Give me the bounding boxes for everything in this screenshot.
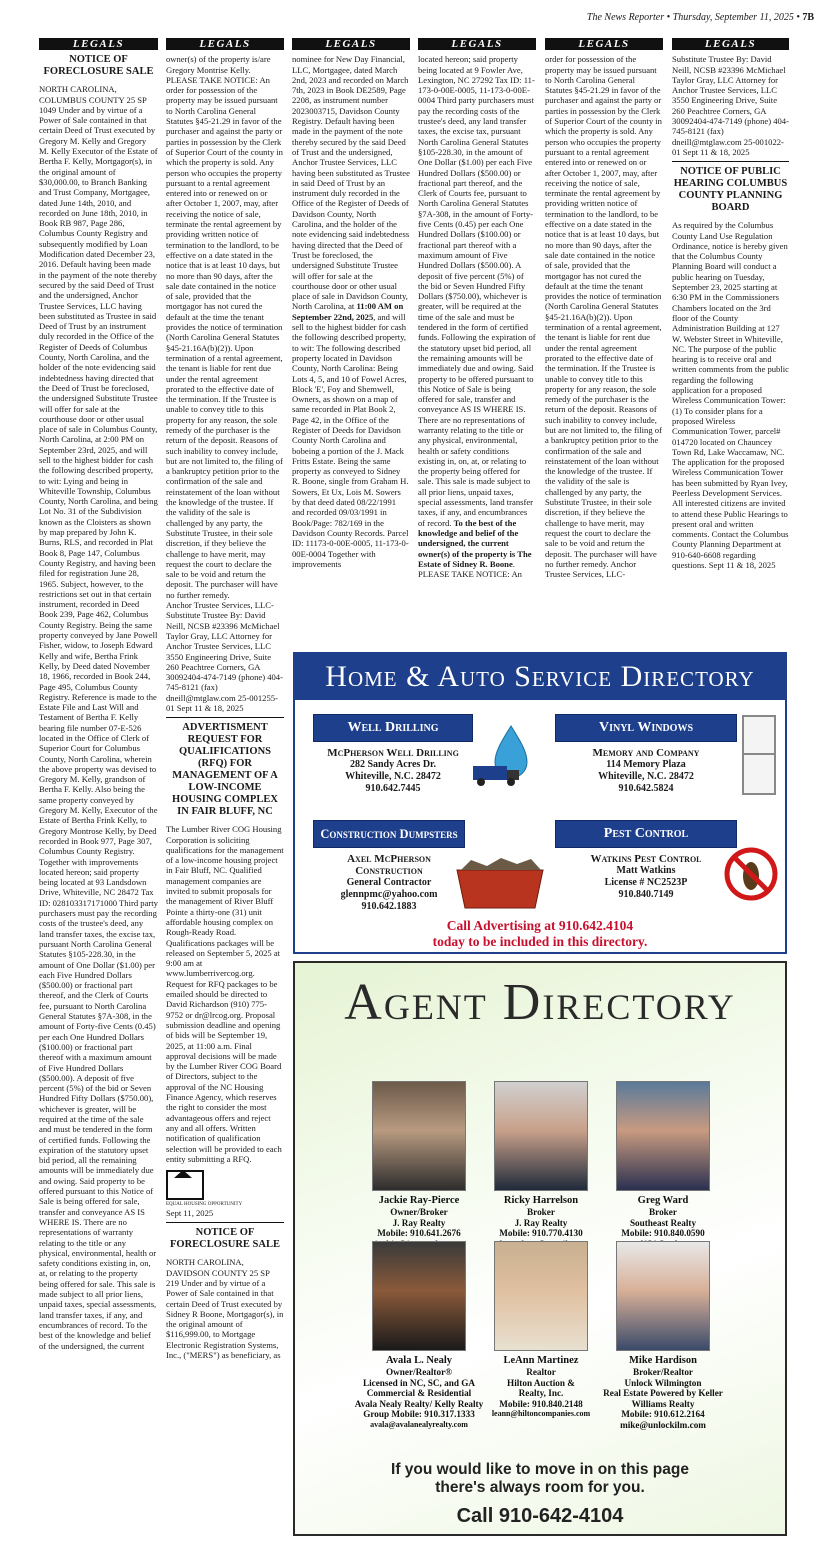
no-bugs-icon: [723, 846, 779, 902]
service-line: 282 Sandy Acres Dr.: [349, 759, 437, 770]
agent-company: Unlock Wilmington: [624, 1377, 702, 1388]
agent-role: Broker: [527, 1207, 555, 1217]
service-category: Well Drilling: [313, 714, 473, 742]
agent-card: [349, 1241, 489, 1431]
hearing-body: As required by the Columbus County Land Use Regulation Ordinance, notice is hereby given that the Columbus County Planning Board will conduct a public hearing on Tuesday, September 23, 2025 starting at 6:30 PM in the Commissioners Chambers located on the 3rd floor of the County Administration Building at 127 W. Webster Street in Whiteville, NC. The purpose of the public hearing is to receive oral and written comments from the public regarding the following application for a proposed Wireless Communication Tower: (1) To consider plans for a proposed Wireless Communication Tower, parcel# 014720 located on Chauncey Town Rd, Lake Waccamaw, NC. The application for the proposed Wireless Communication Tower has been submitted by Ryan Ivey, Peerless Development Services. All interested citizens are invited to attend these Public Hearings to present oral and written comments. Contact the Columbus County Planning Department at 910-640-6608 regarding questions. Sept 11 & 18, 2025: [672, 220, 789, 571]
legals-column-4: [418, 38, 536, 646]
agent-name: Avala L. Nealy: [385, 1355, 452, 1366]
agent-company: Southeast Realty: [629, 1217, 697, 1228]
legals-header: LEGALS: [672, 38, 789, 50]
agent-directory-phone: Call 910-642-4104: [456, 1505, 624, 1527]
agent-mobile: Mobile: 910.770.4130: [499, 1228, 583, 1239]
legals-column-6: [672, 38, 789, 646]
agent-photo: [616, 1081, 710, 1191]
service-category: Vinyl Windows: [555, 714, 737, 742]
agent-company-2: Realty, Inc.: [518, 1388, 564, 1399]
notice-body: NORTH CAROLINA, DAVIDSON COUNTY 25 SP 219 Under and by virtue of a Power of Sale contained in that certain Deed of Trust executed by Sidney R Boone, Mortgagor(s), in the original amount of $116,999.00, to Mortgage Electronic Registration Systems, Inc., ("MERS") as beneficiary, as: [166, 1257, 284, 1361]
agent-card: [471, 1241, 611, 1420]
directory-title: Home & Auto Service Directory: [295, 654, 785, 700]
notice-title: NOTICE OF FORECLOSURE SALE: [170, 1227, 280, 1251]
notice-body: nominee for New Day Financial, LLC, Mortgagee, dated March 2nd, 2023 and recorded on March 7th, 2023 in Book DE2589, Page 2208, as instrument number 2023003715, Davidson County Registry. Default having been made in the payment of the note thereby secured by the said Deed of Trust and the undersigned, Anchor Trustee Services, LLC having been substituted as Trustee in said Deed of Trust by an instrument duly recorded in the Office of the Register of Deeds of Davidson County, North Carolina, and the holder of the note evidencing said indebtedness having directed that the Deed of Trust be foreclosed, the undersigned Substitute Trustee will offer for sale at the courthouse door or other usual place of sale in Davidson County, North Carolina, at 11:00 AM on September 22nd, 2025, and will sell to the highest bidder for cash the following described property, to wit: The following described property located in Davidson County, North Carolina: Being Lots 4, 5, and 10 of Fowel Acres, Block 'E', Foy and Shemwell, Owners, as shown on a map of same recorded in Plat Book 2, Page 42, in the Office of the Register of Deeds for Davidson County North Carolina and bobeing a portion of the J. Mack Fritts Estate. Being the same property as conveyed to Sidney R. Boone, single from Graham H. Sowers, Et Ux, Lois M. Sowers by that deed dated 08/22/1991 and recorded 09/03/1991 in Book/Page: 782/169 in the Davidson County Records. Parcel ID: 11173-0-00E-0005, 11-173-0-00E-0004 Together with improvements: [292, 54, 410, 569]
rfq-body: The Lumber River COG Housing Corporation is soliciting qualifications for the management of a low-income housing project in Fair Bluff, NC. Qualified management companies are invited to submit proposals for the management of River Bluff Pointe a thirty-one (31) unit affordable housing complex on Rough-Ready Road. Qualifications packages will be released on September 5, 2025 at 9:00 am at www.lumberrivercog.org. Request for RFQ packages to be emailed should be directed to David Richardson (910) 775-9752 or dr@lrcog.org. Proposal submission deadline and opening of bids will be September 19, 2025, at 11:00 a.m. Final approval decisions will be made by the Lumber River COG Board of Directors, subject to the approval of the NC Housing Finance Agency, which reserves the right to consider the most advantageous offers and reject any and all offers. Written notification of qualification selection will be provided to each entity submitting a RFQ.: [166, 824, 284, 1164]
service-line: Whiteville, N.C. 28472: [598, 771, 694, 782]
notice-title: NOTICE OF FORECLOSURE SALE: [43, 54, 154, 78]
home-auto-directory: [293, 652, 787, 954]
agent-mobile: Mobile: 910.840.0590: [621, 1228, 705, 1239]
legals-header: LEGALS: [545, 38, 663, 50]
service-phone: 910.840.7149: [618, 889, 674, 900]
agent-directory-title: Agent Directory: [344, 974, 736, 1031]
agent-role: Realtor: [526, 1367, 556, 1377]
publication-name: The News Reporter: [586, 12, 665, 23]
agent-role: Broker: [649, 1207, 677, 1217]
service-name: McPherson Well Drilling: [327, 747, 459, 759]
divider: [166, 717, 284, 718]
service-construction-dumpsters: [313, 820, 465, 913]
agent-card: [471, 1081, 611, 1249]
issue-date: • Thursday, September 11, 2025 •: [664, 12, 803, 23]
agent-card: [593, 1081, 733, 1249]
agent-mobile: Avala Nealy Realty/ Kelly Realty Group Mobile: 910.317.1333: [354, 1398, 484, 1420]
legals-header: LEGALS: [166, 38, 284, 50]
service-phone: 910.642.7445: [365, 783, 421, 794]
agent-photo: [616, 1241, 710, 1351]
agent-email: leann@hiltoncompanies.com: [491, 1409, 591, 1419]
agent-card: [349, 1081, 489, 1249]
call-advertising: Call Advertising at 910.642.4104 today to be included in this directory.: [432, 918, 648, 949]
agent-name: Jackie Ray-Pierce: [378, 1195, 460, 1206]
service-phone: 910.642.5824: [618, 783, 674, 794]
window-icon: [741, 714, 777, 796]
agent-directory-invite: If you would like to move in on this page there's always room for you.: [391, 1461, 689, 1496]
service-name: Memory and Company: [592, 747, 700, 759]
equal-housing-label: EQUAL HOUSING OPPORTUNITY: [166, 1202, 243, 1208]
rfq-date: Sept 11, 2025: [166, 1208, 214, 1219]
service-well-drilling: [313, 714, 473, 795]
page-number: 7B: [802, 12, 814, 23]
service-line: License # NC2523P: [604, 877, 688, 888]
trustee-signature: Substitute Trustee By: David Neill, NCSB #23396 McMichael Taylor Gray, LLC Attorney for Anchor Trustee Services, LLC 3550 Engineering Drive, Suite 260 Peachtree Corners, GA 30092404-474-7149 (phone) 404-745-8121 (fax) dneill@mtglaw.com 25-001022-01 Sept 11 & 18, 2025: [672, 54, 789, 157]
agent-role: Owner/Realtor®: [385, 1367, 453, 1377]
agent-company: Hilton Auction &: [507, 1377, 575, 1388]
service-line: Matt Watkins: [616, 865, 676, 876]
agent-mobile: Mobile: 910.612.2164: [621, 1409, 705, 1420]
notice-body: located hereon; said property being located at 9 Fowler Ave, Lexington, NC 27292 Tax ID: 11-173-0-00E-0005, 11-173-0-00E-0004 Third party purchasers must pay the recording costs of the trustee's deed, any land transfer taxes, the excise tax, pursuant North Carolina General Statutes §105-228.30, in the amount of One Dollar ($1.00) per each Five Hundred Dollars ($500.00) or fractional part thereof, and the Clerk of Courts fee, pursuant to North Carolina General Statutes §7A-308, in the amount of Forty-five Cents (0.45) per each One Hundred Dollars ($100.00) or fractional part thereof with a maximum amount of Five Hundred Dollars ($500.00). A deposit of five percent (5%) of the bid or Seven Hundred Fifty Dollars ($750.00), whichever is greater, will be required at the time of the sale and must be tendered in the form of certified funds. Following the expiration of the statutory upset bid period, all the remaining amounts will be immediately due and owing. Said property to be offered pursuant to this Notice of Sale is being offered for sale, transfer and conveyance AS IS WHERE IS. There are no representations of warranty relating to the title or any physical, environmental, health or safety conditions existing in, on, at, or relating to the property being offered for sale. This sale is made subject to all prior liens, unpaid taxes, special assessments, land transfer taxes, if any, and encumbrances of record. To the best of the knowledge and belief of the undersigned, the current owner(s) of the property is The Estate of Sidney R. Boone. PLEASE TAKE NOTICE: An: [418, 54, 536, 580]
service-line: Whiteville, N.C. 28472: [345, 771, 441, 782]
service-pest-control: [555, 820, 737, 901]
agent-photo: [494, 1241, 588, 1351]
agent-directory: [293, 961, 787, 1536]
service-vinyl-windows: [555, 714, 737, 795]
legals-header: LEGALS: [39, 38, 158, 50]
notice-body: owner(s) of the property is/are Gregory Montrise Kelly. PLEASE TAKE NOTICE: An order for possession of the property may be issued pursuant to North Carolina General Statutes §45-21.29 in favor of the purchaser and against the party or parties in possession by the Clerk of Superior Court of the county in which the property is sold. Any person who occupies the property pursuant to a rental agreement entered into or renewed on or after October 1, 2007, may, after receiving the notice of sale, terminate the rental agreement by providing written notice of termination to the landlord, to be effective on a date stated in the notice that is at least 10 days, but no more than 90 days, after the sale date contained in the notice of sale, provided that the mortgagor has not cured the default at the time the tenant provides the notice of termination (North Carolina General Statutes §45-21.16A(b)(2)). Upon termination of a rental agreement, the tenant is liable for rent due under the rental agreement prorated to the effective date of the termination. If the Trustee is unable to convey title to this property for any reason, the sole remedy of the purchaser is the return of the deposit. Reasons of such inability to convey include, but are not limited to, the filing of a bankruptcy petition prior to the confirmation of the sale and reinstatement of the loan without the knowledge of the trustee. If the validity of the sale is challenged by any party, the Substitute Trustee, in their sole discretion, if they believe the challenge to have merit, may request the court to declare the sale to be void and return the deposit. The purchaser will have no further remedy.: [166, 54, 283, 600]
agent-photo: [372, 1241, 466, 1351]
rfq-title: ADVERTISMENT REQUEST FOR QUALIFICATIONS (RFQ) FOR MANAGEMENT OF A LOW-INCOME HOUSING COMPLEX IN FAIR BLUFF, NC: [172, 722, 278, 818]
agent-mobile: Mobile: 910.840.2148: [499, 1398, 583, 1409]
service-category: Construction Dumpsters: [313, 820, 465, 848]
legals-column-5: [545, 38, 663, 646]
legals-column-1: [39, 38, 158, 1558]
agent-specialty: Commercial & Residential: [366, 1388, 472, 1399]
well-drilling-truck-icon: [471, 722, 541, 792]
agent-name: Ricky Harrelson: [503, 1195, 579, 1206]
legals-column-2: [166, 38, 284, 1558]
agent-role: Broker/Realtor: [632, 1367, 694, 1377]
agent-name: Mike Hardison: [629, 1355, 697, 1366]
service-name: Watkins Pest Control: [590, 853, 702, 865]
legals-column-3: [292, 38, 410, 646]
agent-role: Owner/Broker: [390, 1207, 448, 1217]
agent-email: avala@avalanealyrealty.com: [370, 1419, 468, 1429]
agent-name: LeAnn Martinez: [503, 1355, 579, 1366]
divider: [672, 161, 789, 162]
service-name: Axel McPherson Construction: [347, 853, 431, 877]
hearing-title: NOTICE OF PUBLIC HEARING COLUMBUS COUNTY PLANNING BOARD: [673, 166, 788, 214]
agent-card: [593, 1241, 733, 1431]
agent-mobile: Mobile: 910.641.2676: [377, 1228, 461, 1239]
notice-body: NORTH CAROLINA, COLUMBUS COUNTY 25 SP 1049 Under and by virtue of a Power of Sale contained in that certain Deed of Trust executed by Gregory M. Kelly and Gregory M. Kelly Executor of the Estate of Bertha F. Kelly, Mortgagor(s), in the original amount of $30,000.00, to Branch Banking and Trust Company, Mortgagee, dated June 14th, 2010, and recorded on June 18th, 2010, in Book RB 987, Page 286, Columbus County Registry and subsequently modified by Loan Modification dated December 23, 2016. Default having been made in the payment of the note thereby secured by the said Deed of Trust and the undersigned, Anchor Trustee Services, LLC having been substituted as Trustee in said Deed of Trust by an instrument duly recorded in the Office of the Register of Deeds of Columbus County, North Carolina, and the holder of the note evidencing said indebtedness having directed that the Deed of Trust be foreclosed, the undersigned Substitute Trustee will offer for sale at the courthouse door or other usual place of sale in Columbus County, North Carolina, at 2:00 PM on September 23rd, 2025, and will sell to the highest bidder for cash the following described property, to wit: Lying and being in Whiteville Township, Columbus County, North Carolina, and being Lot No. 31 of the Subdivision known as the Cloisters as shown by map prepared by John K. Burns, RLS, and recorded in Plat Book 8, Page 147, Columbus County Registry, and having been filed for registration June 28, 1965. Subject, however, to the restrictions set out in that certain instrument, recorded in Deed Book 239, Page 462, Columbus County Registry. Being the same property conveyed by Jane Powell Fisher, widow, to Joseph Edward Kelly and wife, Bertha Frink Kelly, by Deed dated November 18, 1966, recorded in Book 244, Page 495, Columbus County Registry. Reference is made to the Estate File and Last Will and Testament of Bertha F. Kelly bearing file number 07-E-526 located in the Office of Clerk of Superior Court for Columbus County, North Carolina, wherein the above property was devised to Gregory M. Kelly, grandson of Bertha F. Kelly. Also being the same property conveyed by Gregory M. Kelly, Executor of the Estate of Bertha Frink Kelly, to Gregory Montrose Kelly, by Deed recorded in Book 977, Page 307, Columbus County Registry. Together with improvements located hereon; said property being located at 93 Landsdown Drive, Whiteville, NC 28472 Tax ID: 028103317171000 Third party purchasers must pay the recording costs of the trustee's deed, any land transfer taxes, the excise tax, pursuant North Carolina General Statutes §105-228.30, in the amount of One Dollar ($1.00) per each Five Hundred Dollars ($500.00) or fractional part thereof, and the Clerk of Courts fee, pursuant to North Carolina General Statutes §7A-308, in the amount of Forty-five Cents (0.45) per each One Hundred Dollars ($100.00) or fractional part thereof with a maximum amount of Five Hundred Dollars ($500.00). A deposit of five percent (5%) of the bid or Seven Hundred Fifty Dollars ($750.00), whichever is greater, will be required at the time of the sale and must be tendered in the form of certified funds. Following the expiration of the statutory upset bid period, all the remaining amounts will be immediately due and owing. Said property to be offered pursuant to this Notice of Sale is being offered for sale, transfer and conveyance AS IS WHERE IS. There are no representations of warranty relating to the title or any physical, environmental, health or safety conditions existing in, on, at, or relating to the property being offered for sale. This sale is made subject to all prior liens, unpaid taxes, special assessments, land transfer taxes, if any, and encumbrances of record. To the best of the knowledge and belief of the undersigned, the current: [39, 84, 158, 1351]
equal-housing-icon: [166, 1170, 204, 1200]
divider: [166, 1222, 284, 1223]
dumpster-icon: [451, 856, 549, 912]
service-line: 114 Memory Plaza: [606, 759, 686, 770]
service-phone: 910.642.1883: [361, 901, 417, 912]
page-header: [587, 12, 814, 23]
trustee-signature: Anchor Trustee Services, LLC- Substitute Trustee By: David Neill, NCSB #23396 McMichael Taylor Gray, LLC Attorney for Anchor Trustee Services, LLC 3550 Engineering Drive, Suite 260 Peachtree Corners, GA 30092404-474-7149 (phone) 404-745-8121 (fax) dneill@mtglaw.com 25-001255-01 Sept 11 & 18, 2025: [166, 600, 283, 713]
agent-email: mike@unlockilm.com: [620, 1419, 706, 1430]
service-category: Pest Control: [555, 820, 737, 848]
legals-header: LEGALS: [292, 38, 410, 50]
agent-company: J. Ray Realty: [392, 1217, 446, 1228]
agent-photo: [494, 1081, 588, 1191]
service-line: glennpmc@yahoo.com: [340, 889, 438, 900]
agent-company: J. Ray Realty: [514, 1217, 568, 1228]
agent-license: Licensed in NC, SC, and GA: [362, 1377, 476, 1388]
agent-photo: [372, 1081, 466, 1191]
agent-name: Greg Ward: [637, 1195, 689, 1206]
legals-header: LEGALS: [418, 38, 536, 50]
agent-company-2: Real Estate Powered by Keller Williams Realty: [603, 1388, 723, 1409]
notice-body: order for possession of the property may be issued pursuant to North Carolina General Statutes §45-21.29 in favor of the purchaser and against the party or parties in possession by the Clerk of Superior Court of the county in which the property is sold. Any person who occupies the property pursuant to a rental agreement entered into or renewed on or after October 1, 2007, may, after receiving the notice of sale, terminate the rental agreement by providing written notice of termination to the landlord, to be effective on a date stated in the notice that is at least 10 days, but no more than 90 days, after the sale date contained in the notice of sale, provided that the mortgagor has not cured the default at the time the tenant provides the notice of termination (North Carolina General Statutes §45-21.16A(b)(2)). Upon termination of a rental agreement, the tenant is liable for rent due under the rental agreement prorated to the effective date of the termination. If the Trustee is unable to convey title to this property for any reason, the sole remedy of the purchaser is the return of the deposit. Reasons of such inability to convey include, but are not limited to, the filing of a bankruptcy petition prior to the confirmation of the sale and reinstatement of the loan without the knowledge of the trustee. If the validity of the sale is challenged by any party, the Substitute Trustee, in their sole discretion, if they believe the challenge to have merit, may request the court to declare the sale to be void and return the deposit. The purchaser will have no further remedy. Anchor Trustee Services, LLC-: [545, 54, 662, 580]
service-line: General Contractor: [346, 877, 432, 888]
